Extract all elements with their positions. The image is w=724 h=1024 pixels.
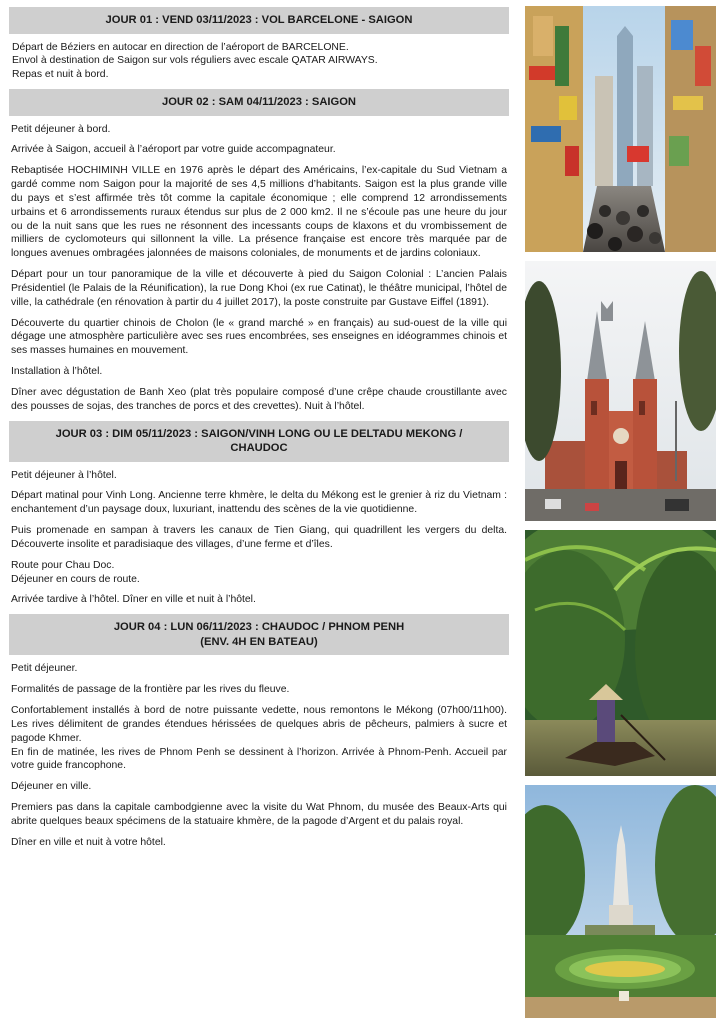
day-3-header [9,421,509,462]
day-3-paragraph: Puis promenade en sampan à travers les canaux de Tien Giang, qui quadrillent les vergers du delta. Découverte insolite et paradisiaque des villages, d’une ferme et d’îles. [11,525,507,550]
day-4-header [9,614,509,655]
day-2-paragraph: Installation à l’hôtel. [11,366,103,378]
saigon-cathedral-photo [525,261,716,521]
day-3-paragraph: Petit déjeuner à l’hôtel. [11,469,117,481]
day-4-paragraph: Confortablement installés à bord de notre puissante vedette, nous remontons le Mékong (07h00/11h00). Les rives délimitent de grandes étendues hérissées de quelques abris de pêcheurs, palmiers à sucre et pagode Khmer. [11,705,507,744]
day-1-paragraph: Repas et nuit à bord. [12,69,109,81]
day-3-paragraph: Déjeuner en cours de route. [11,573,140,585]
day-4-title: JOUR 04 : LUN 06/11/2023 : CHAUDOC / PHNOM PENH [113,621,405,634]
day-2-paragraph: Petit déjeuner à bord. [11,123,111,135]
saigon-street-photo [525,6,716,252]
day-2-section [9,89,509,413]
day-4-paragraph: En fin de matinée, les rives de Phnom Penh se dessinent à l’horizon. Arrivée à Phnom-Penh. Accueil par votre guide francophone. [11,746,507,772]
wat-phnom-photo [525,785,716,1018]
day-1-paragraph: Envol à destination de Saigon sur vols réguliers avec escale QATAR AIRWAYS. [12,55,378,67]
saigon-street-image [525,6,716,252]
day-3-paragraph: Arrivée tardive à l’hôtel. Dîner en ville et nuit à l’hôtel. [11,594,256,606]
day-1-section [9,7,509,82]
day-4-title-line2: (ENV. 4H EN BATEAU) [200,635,318,648]
day-2-paragraph: Arrivée à Saigon, accueil à l’aéroport par votre guide accompagnateur. [11,144,336,156]
day-3-title: JOUR 03 : DIM 05/11/2023 : SAIGON/VINH LONG OU LE DELTADU MEKONG / [55,427,463,440]
day-2-header [9,89,509,116]
day-3-section [9,421,509,608]
day-3-paragraph: Route pour Chau Doc. [11,559,115,571]
day-2-paragraph: Dîner avec dégustation de Banh Xeo (plat très populaire composé d’une crêpe chaude croustillante avec des pousses de sojas, des tranches de porcs et des crevettes). Nuit à l’hôtel. [11,386,507,412]
day-2-paragraph: Découverte du quartier chinois de Cholon (le « grand marché » en français) au sud-ouest de la ville qui dégage une atmosphère particulière avec ses rues encombrées, ses enseignes en idéogrammes chinois et ses masses humaines en mouvement. [11,317,507,357]
saigon-cathedral-image [525,261,716,521]
day-4-paragraph: Dîner en ville et nuit à votre hôtel. [11,836,166,848]
day-1-paragraph: Départ de Béziers en autocar en direction de l’aéroport de BARCELONE. [12,41,349,53]
day-3-paragraph: Départ matinal pour Vinh Long. Ancienne terre khmère, le delta du Mékong est le grenier à riz du Vietnam : enchantement d’un paysage doux, luxuriant, inattendu des scènes de la vie quotidienne. [11,490,507,516]
day-1-title: JOUR 01 : VEND 03/11/2023 : VOL BARCELONE - SAIGON [105,14,413,26]
photo-column [525,6,716,1024]
day-4-paragraph: Déjeuner en ville. [11,781,92,793]
day-4-section [9,614,509,849]
day-3-title-line2: CHAUDOC [230,442,288,455]
day-2-paragraph: Départ pour un tour panoramique de la ville et découverte à pied du Saigon Colonial : L’ancien Palais Présidentiel (le Palais de la Réunification), la rue Dong Khoi (ex rue Catinat), le théâtre municipal, l’hôtel de ville, la cathédrale (en rénovation à partir du 4 juillet 2017), la poste construite par Gustave Eiffel (1891). [11,269,507,308]
day-4-paragraph: Formalités de passage de la frontière par les rives du fleuve. [11,684,290,696]
day-2-title: JOUR 02 : SAM 04/11/2023 : SAIGON [162,96,356,109]
mekong-sampan-photo [525,530,716,776]
itinerary-column [9,7,509,857]
day-1-header [9,7,509,34]
day-4-paragraph: Premiers pas dans la capitale cambodgienne avec la visite du Wat Phnom, du musée des Beaux-Arts qui abrite quelques beaux spécimens de la statuaire khmère, de la pagode d’Argent et du palais royal. [11,802,507,827]
wat-phnom-image [525,785,716,1018]
day-4-paragraph: Petit déjeuner. [11,663,78,675]
mekong-sampan-image [525,530,716,776]
day-2-paragraph: Rebaptisée HOCHIMINH VILLE en 1976 après le départ des Américains, l’ex-capitale du Sud Vietnam a gardé comme nom Saigon pour la majorité de ses 4,5 millions d’habitants. Saigon est la plus grande ville du pays et s’est affirmée très tôt comme la capitale économique ; elle comprend 12 arrondissements urbains et 6 arrondissements ruraux étendus sur plus de 2 000 km2. Il ne s’écoule pas une heure du jour ou de la nuit sans que les rues ne résonnent des incessants coups de klaxons et du vrombissement de milliers de cyclomoteurs qui sillonnent la ville. La présence française est encore très marquée par de longues avenues ombragées jalonnées de maisons coloniales, de monuments et de jardins coloniaux. [11,165,507,260]
